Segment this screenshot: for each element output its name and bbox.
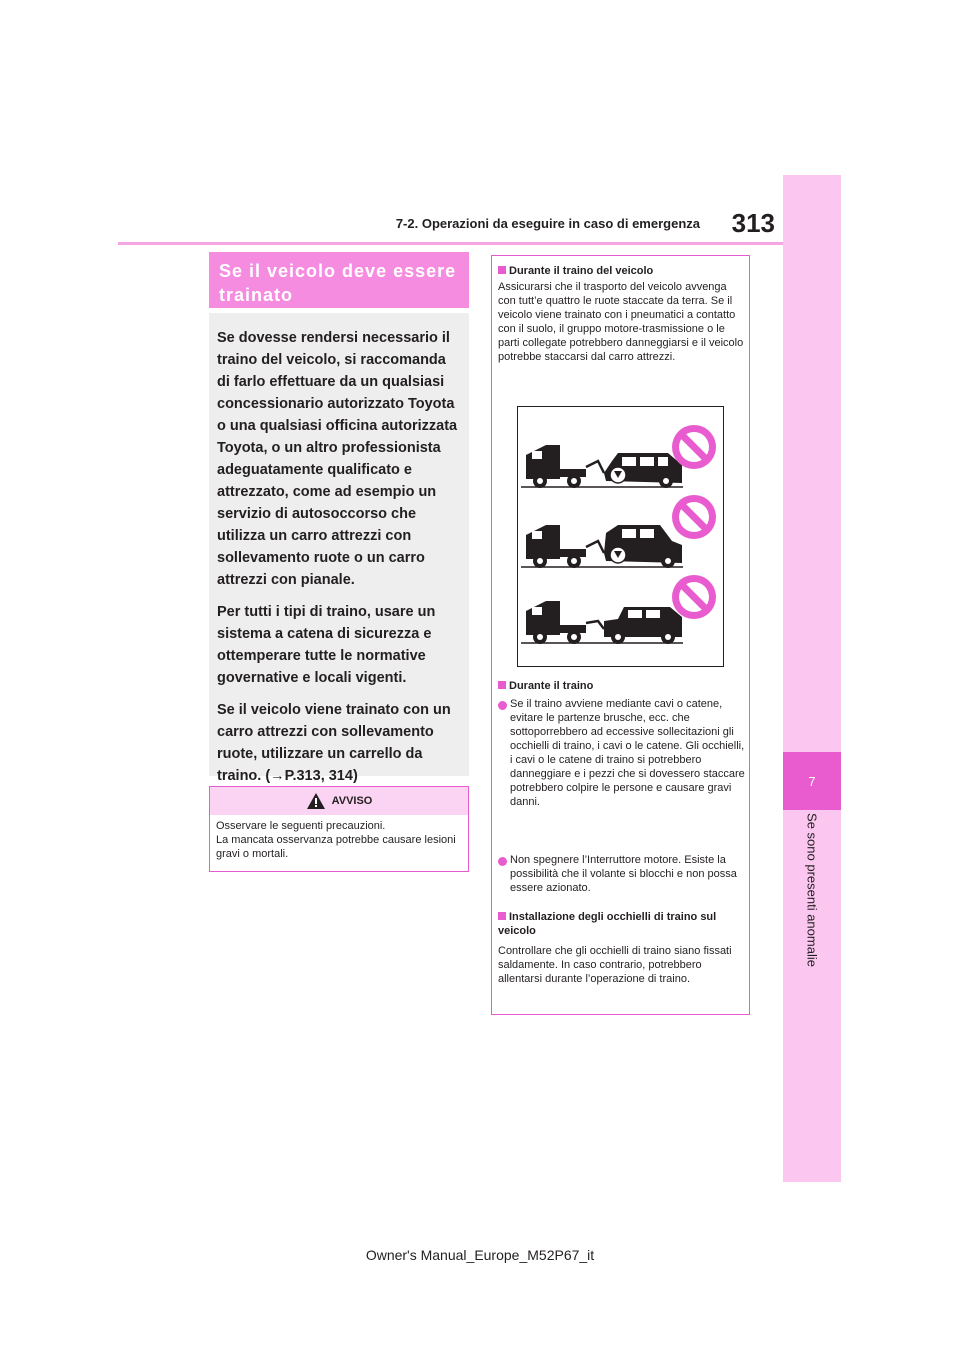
bullet-text: Se il traino avviene mediante cavi o catene, evitare le partenze brusche, ecc. che sottoporrebbero ad eccessive sollecitazioni gli occhielli di traino, i cavi o le catene. Gli occhielli, i cavi o le catene di traino si potrebbero danneggiare e i pezzi che si dovessero staccare potrebbero colpire le persone e causare gravi danni. (510, 698, 745, 808)
square-bullet-icon (498, 266, 506, 274)
chapter-number: 7 (783, 752, 841, 810)
warning-text: Osservare le seguenti precauzioni. La mancata osservanza potrebbe causare lesioni gravi o mortali. (216, 820, 456, 860)
paragraph-towing: Assicurarsi che il trasporto del veicolo avvenga con tutt’e quattro le ruote staccate da terra. Se il veicolo viene trainato con i pneumatici a contatto con il suolo, il gruppo motore-trasmissione o le parti collegate potrebbero danneggiarsi e il veicolo potrebbe staccarsi dal carro attrezzi. (498, 281, 744, 363)
footer-manual-id: Owner's Manual_Europe_M52P67_it (365, 1247, 595, 1263)
heading-vehicle-towing: Durante il traino del veicolo (498, 264, 745, 278)
paragraph-eyelets: Controllare che gli occhielli di traino siano fissati saldamente. In caso contrario, potrebbero allentarsi durante l’operazione di traino. (498, 945, 732, 985)
intro-paragraph: Per tutti i tipi di traino, usare un sistema a catena di sicurezza e ottemperare tutte le normative governative e locali vigenti. (217, 604, 436, 686)
bullet-text: Non spegnere l’Interruttore motore. Esiste la possibilità che il volante si blocchi e non possa essere azionato. (510, 854, 737, 894)
intro-paragraph: Se dovesse rendersi necessario il traino del veicolo, si raccomanda di farlo effettuare da un qualsiasi concessionario autorizzato Toyota o una qualsiasi officina autorizzata Toyota, o un altro professionista adeguatamente qualificato e attrezzato, come ad esempio un servizio di autosoccorso che utilizza un carro attrezzi con sollevamento ruote o un carro attrezzi con pianale. (217, 330, 458, 588)
tow-scene-1 (521, 425, 716, 488)
header-rule (118, 242, 783, 245)
warning-box (209, 786, 469, 872)
section-title: 7-2. Operazioni da eseguire in caso di emergenza (395, 216, 700, 231)
round-bullet-icon (498, 701, 507, 710)
heading-during-towing: Durante il traino (498, 679, 745, 693)
warning-triangle-icon (306, 792, 326, 810)
tow-scene-2 (521, 495, 716, 568)
square-bullet-icon (498, 912, 506, 920)
intro-box (209, 313, 469, 784)
round-bullet-icon (498, 857, 507, 866)
heading-towing-eyelets: Installazione degli occhielli di traino sul veicolo (498, 911, 717, 937)
topic-banner: Se il veicolo deve essere trainato (209, 252, 469, 308)
warning-title: AVVISO (331, 795, 373, 807)
page-number: 313 (731, 208, 775, 238)
tow-scene-3 (521, 575, 716, 644)
warning-header (210, 787, 468, 815)
towing-illustration (517, 406, 724, 667)
square-bullet-icon (498, 681, 506, 689)
towing-diagram (518, 407, 723, 666)
intro-paragraph: Se il veicolo viene trainato con un carro attrezzi con sollevamento ruote, utilizzare un carrello da traino. (→P.313, 314) (217, 702, 451, 784)
chapter-sidebar (783, 175, 841, 1182)
chapter-label: Se sono presenti anomalie (804, 813, 820, 967)
